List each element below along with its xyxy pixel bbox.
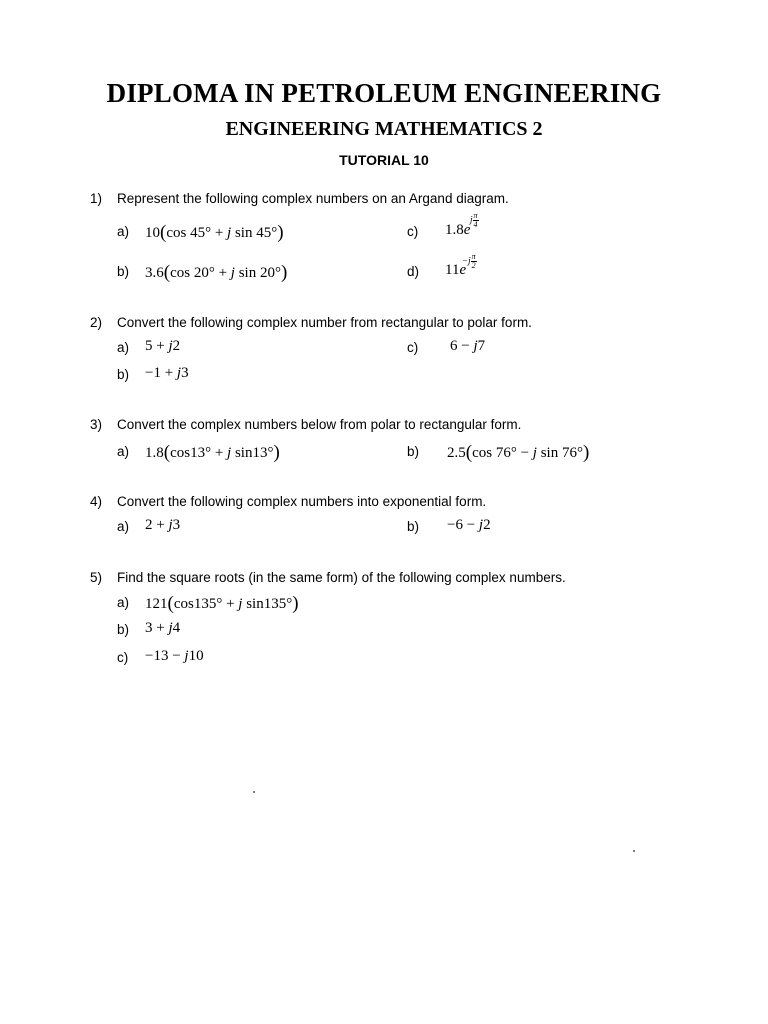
complex-expression: −6 − j2 xyxy=(447,517,491,533)
complex-expression: 121(cos135° + j sin135°) xyxy=(145,593,299,614)
part-label: d) xyxy=(407,264,420,279)
part-label: b) xyxy=(117,264,130,279)
part-label: b) xyxy=(117,367,130,382)
question-text: Convert the following complex numbers into exponential form. xyxy=(117,494,487,509)
question-number: 2) xyxy=(90,315,103,330)
document-subtitle: ENGINEERING MATHEMATICS 2 xyxy=(225,118,543,140)
complex-expression: 1.8(cos13° + j sin13°) xyxy=(145,442,280,463)
part-label: c) xyxy=(407,224,419,239)
question-number: 4) xyxy=(90,494,103,509)
part-label: b) xyxy=(117,622,130,637)
part-label: a) xyxy=(117,340,130,355)
question-text: Convert the following complex number from rectangular to polar form. xyxy=(117,315,532,330)
question-text: Represent the following complex numbers on an Argand diagram. xyxy=(117,191,509,206)
question-text: Find the square roots (in the same form) of the following complex numbers. xyxy=(117,570,566,585)
part-label: b) xyxy=(407,444,420,459)
tutorial-heading: TUTORIAL 10 xyxy=(339,152,429,168)
part-label: a) xyxy=(117,224,130,239)
exponent: j $\frac{\pi}{4}$ xyxy=(470,211,478,229)
part-label: a) xyxy=(117,519,130,534)
question-number: 3) xyxy=(90,417,103,432)
stray-mark xyxy=(253,791,255,793)
exponent: −j $\frac{\pi}{2}$ xyxy=(462,252,476,270)
complex-expression: 3.6(cos 20° + j sin 20°) xyxy=(145,262,288,283)
question-text: Convert the complex numbers below from polar to rectangular form. xyxy=(117,417,522,432)
complex-expression: 1.8e xyxy=(445,222,471,238)
complex-expression: 2.5(cos 76° − j sin 76°) xyxy=(447,442,590,463)
complex-expression: 2 + j3 xyxy=(145,517,181,533)
part-label: a) xyxy=(117,444,130,459)
part-label: c) xyxy=(117,650,129,665)
complex-expression: 3 + j4 xyxy=(145,620,181,636)
complex-expression: 11e xyxy=(445,262,467,278)
part-label: c) xyxy=(407,340,419,355)
document-title: DIPLOMA IN PETROLEUM ENGINEERING xyxy=(106,78,662,108)
complex-expression: 6 − j7 xyxy=(450,338,486,354)
question-number: 1) xyxy=(90,191,103,206)
complex-expression: 5 + j2 xyxy=(145,338,181,354)
question-number: 5) xyxy=(90,570,103,585)
complex-expression: 10(cos 45° + j sin 45°) xyxy=(145,222,284,243)
part-label: a) xyxy=(117,595,130,610)
complex-expression: −13 − j10 xyxy=(145,648,204,664)
complex-expression: −1 + j3 xyxy=(145,365,189,381)
part-label: b) xyxy=(407,519,420,534)
stray-mark xyxy=(633,850,635,852)
